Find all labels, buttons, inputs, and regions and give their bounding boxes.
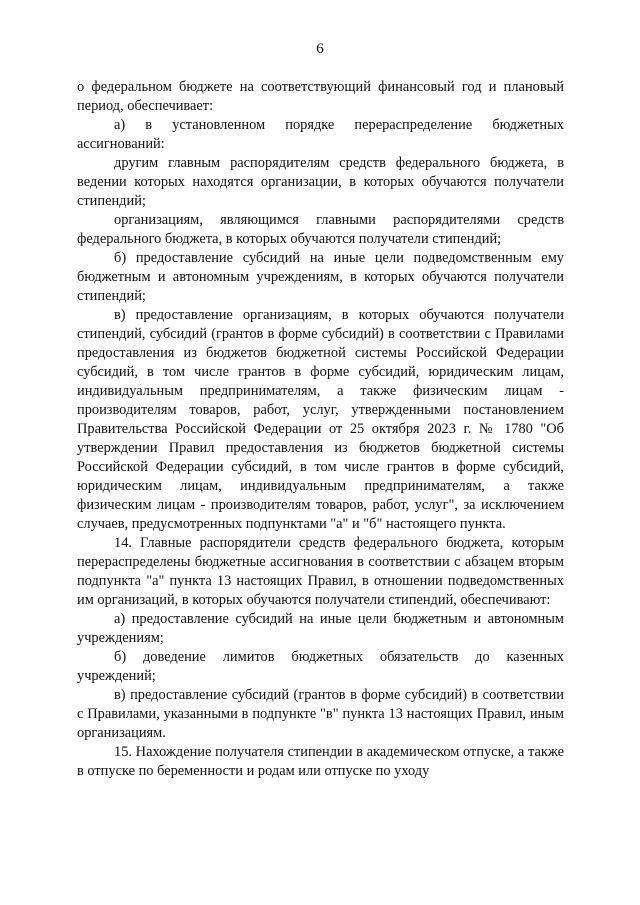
paragraph-subitem-v: в) предоставление организациям, в которых обучаются получатели стипендий, субсидий (грантов в форме субсидий) в соответствии с Правилами предоставления из бюджетов бюджетной системы Российской Федерации субсидий, в том числе грантов в форме субсидий, юридическим лицам, индивидуальным предпринимателям, а также физическим лицам - производителям товаров, работ, услуг, утвержденными постановлением Правительства Российской Федерации от 25 октября 2023 г. № 1780 "Об утверждении Правил предоставления из бюджетов бюджетной системы Российской Федерации субсидий, в том числе грантов в форме субсидий, юридическим лицам, индивидуальным предпринимателям, а также физическим лицам - производителям товаров, работ, услуг", за исключением случаев, предусмотренных подпунктами "а" и "б" настоящего пункта. xyxy=(77,307,564,532)
document-body xyxy=(77,78,564,781)
paragraph-subitem-a-recipients: другим главным распорядителям средств федерального бюджета, в ведении которых находятся организации, в которых обучаются получатели стипендий; xyxy=(77,155,564,209)
paragraph-subitem-a-organizations: организациям, являющимся главными распорядителями средств федерального бюджета, в которых обучаются получатели стипендий; xyxy=(77,212,564,247)
paragraph-subitem-a: а) в установленном порядке перераспределение бюджетных ассигнований: xyxy=(77,117,564,152)
paragraph-clause-14: 14. Главные распорядители средств федерального бюджета, которым перераспределены бюджетные ассигнования в соответствии с абзацем вторым подпункта "а" пункта 13 настоящих Правил, в отношении подведомственных им организаций, в которых обучаются получатели стипендий, обеспечивают: xyxy=(77,535,564,608)
page-number: 6 xyxy=(316,41,324,57)
paragraph-clause-14-b: б) доведение лимитов бюджетных обязательств до казенных учреждений; xyxy=(77,649,564,684)
paragraph-clause-14-a: а) предоставление субсидий на иные цели бюджетным и автономным учреждениям; xyxy=(77,611,564,646)
paragraph-clause-14-v: в) предоставление субсидий (грантов в форме субсидий) в соответствии с Правилами, указанными в подпункте "в" пункта 13 настоящих Правил, иным организациям. xyxy=(77,687,564,741)
paragraph-continuation: о федеральном бюджете на соответствующий финансовый год и плановый период, обеспечивает: xyxy=(77,79,564,114)
paragraph-clause-15: 15. Нахождение получателя стипендии в академическом отпуске, а также в отпуске по беременности и родам или отпуске по уходу xyxy=(77,744,564,779)
paragraph-subitem-b: б) предоставление субсидий на иные цели подведомственным ему бюджетным и автономным учреждениям, в которых обучаются получатели стипендий; xyxy=(77,250,564,304)
